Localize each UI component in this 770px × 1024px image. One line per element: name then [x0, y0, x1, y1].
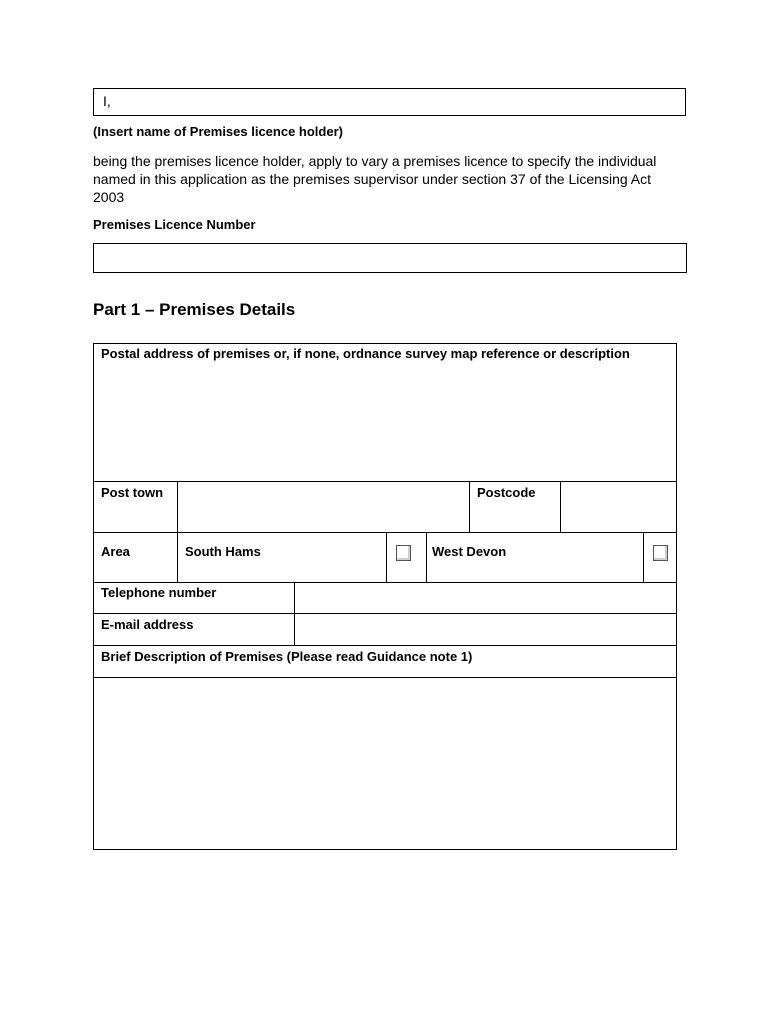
post-town-label: Post town	[101, 485, 164, 500]
email-field[interactable]	[295, 614, 676, 645]
area-option-south-hams-label: South Hams	[185, 544, 261, 559]
postcode-field[interactable]	[561, 482, 676, 532]
west-devon-checkbox[interactable]	[653, 545, 668, 561]
brief-description-field[interactable]	[94, 678, 676, 849]
postal-address-field[interactable]	[94, 385, 676, 480]
part-1-heading: Part 1 – Premises Details	[93, 300, 296, 319]
area-label: Area	[101, 544, 130, 559]
area-option-west-devon-label: West Devon	[432, 544, 507, 559]
insert-name-note: (Insert name of Premises licence holder)	[93, 124, 343, 139]
postcode-label: Postcode	[477, 485, 536, 500]
licence-holder-name-field[interactable]	[93, 88, 686, 116]
email-label: E-mail address	[101, 617, 194, 632]
licence-number-label: Premises Licence Number	[93, 217, 256, 232]
telephone-field[interactable]	[295, 583, 676, 613]
licence-number-field[interactable]	[93, 243, 687, 273]
postal-address-label: Postal address of premises or, if none, ordnance survey map reference or description	[101, 346, 630, 361]
brief-description-label: Brief Description of Premises (Please read Guidance note 1)	[101, 649, 473, 664]
south-hams-checkbox[interactable]	[396, 545, 411, 561]
telephone-label: Telephone number	[101, 585, 217, 600]
name-prefix: I,	[103, 93, 111, 109]
intro-paragraph: being the premises licence holder, apply to vary a premises licence to specify the individual named in this application as the premises supervisor under section 37 of the Licensing Act 2003	[93, 153, 657, 205]
post-town-field[interactable]	[178, 482, 469, 532]
